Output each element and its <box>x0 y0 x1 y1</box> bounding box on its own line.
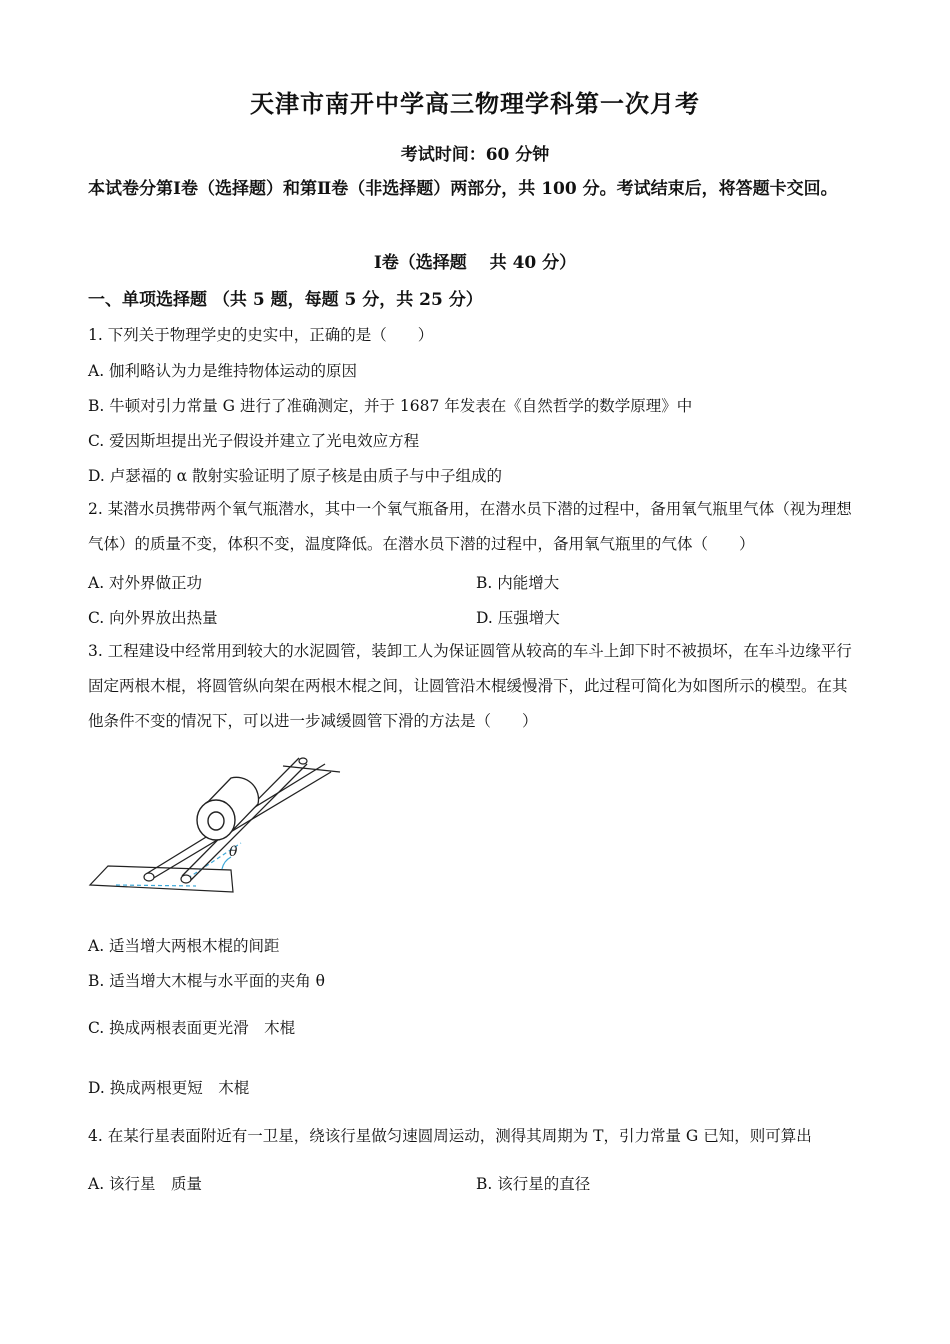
question-3-option-c: C. 换成两根表面更光滑 木棍 <box>88 1019 296 1037</box>
question-4-option-a: A. 该行星 质量 <box>88 1175 203 1193</box>
back-rod-end <box>144 873 154 881</box>
page-title: 天津市南开中学高三物理学科第一次月考 <box>250 89 700 118</box>
question-1-option-a: A. 伽利略认为力是维持物体运动的原因 <box>88 362 358 380</box>
question-1-option-d: D. 卢瑟福的 α 散射实验证明了原子核是由质子与中子组成的 <box>88 467 503 485</box>
back-rod-top <box>283 766 340 772</box>
question-3-option-b: B. 适当增大木棍与水平面的夹角 θ <box>88 972 326 990</box>
question-3-stem: 3. 工程建设中经常用到较大的水泥圆管，装卸工人为保证圆管从较高的车斗上卸下时不被损坏，在车斗边缘平行固定两根木棍，将圆管纵向架在两根木棍之间，让圆管沿木棍缓慢滑下，此过程可简化为如图所示的模型。在其他条件不变的情况下，可以进一步减缓圆管下滑的方法是（ ） <box>88 642 852 730</box>
part-heading: 一、单项选择题 （共 5 题，每题 5 分，共 25 分） <box>88 290 483 310</box>
section-title: Ⅰ卷（选择题 共 40 分） <box>373 253 577 273</box>
question-4-stem: 4. 在某行星表面附近有一卫星，绕该行星做匀速圆周运动，测得其周期为 T，引力常量 G 已知，则可算出 <box>88 1127 812 1145</box>
question-1-option-c: C. 爱因斯坦提出光子假设并建立了光电效应方程 <box>88 432 420 450</box>
question-4-option-b: B. 该行星的直径 <box>476 1175 591 1193</box>
front-rod-top-end <box>299 758 307 764</box>
question-1-option-b: B. 牛顿对引力常量 G 进行了准确测定，并于 1687 年发表在《自然哲学的数学原理》中 <box>88 397 693 415</box>
question-1-stem: 1. 下列关于物理学史的史实中，正确的是（ ） <box>88 326 434 344</box>
question-2-option-b: B. 内能增大 <box>476 574 560 592</box>
ground-plane <box>90 866 233 892</box>
exam-time: 考试时间：60 分钟 <box>400 145 550 165</box>
horizontal-reference-line <box>116 885 196 886</box>
question-3-option-a: A. 适当增大两根木棍的间距 <box>88 937 280 955</box>
pipe-hole <box>208 812 224 830</box>
theta-label: θ <box>229 844 238 860</box>
question-3-option-d: D. 换成两根更短 木棍 <box>88 1079 250 1097</box>
question-2-option-a: A. 对外界做正功 <box>88 574 203 592</box>
question-2-option-c: C. 向外界放出热量 <box>88 609 218 627</box>
front-rod-end <box>181 875 191 883</box>
exam-intro: 本试卷分第Ⅰ卷（选择题）和第Ⅱ卷（非选择题）两部分，共 100 分。考试结束后，将答题卡交回。 <box>88 179 838 199</box>
rolling-pipe-diagram <box>86 748 346 898</box>
question-2-option-d: D. 压强增大 <box>476 609 560 627</box>
question-2-stem: 2. 某潜水员携带两个氧气瓶潜水，其中一个氧气瓶备用，在潜水员下潜的过程中，备用氧气瓶里气体（视为理想气体）的质量不变，体积不变，温度降低。在潜水员下潜的过程中，备用氧气瓶里的气体（ ） <box>88 500 852 553</box>
